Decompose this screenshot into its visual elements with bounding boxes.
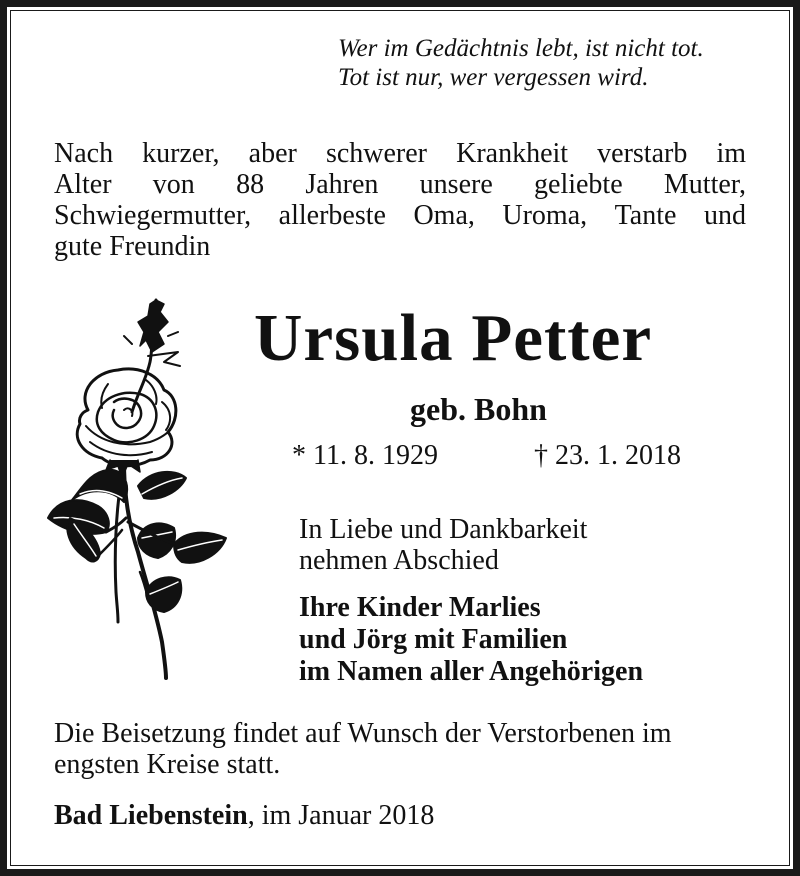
farewell-text	[299, 514, 587, 576]
intro-word: unsere	[419, 169, 493, 200]
intro-line-1	[54, 138, 746, 169]
place-and-date	[54, 800, 434, 832]
mourners-line-2: und Jörg mit Familien	[299, 624, 568, 655]
death-date: † 23. 1. 2018	[534, 440, 681, 471]
rose-icon	[28, 292, 233, 682]
burial-notice	[54, 718, 746, 780]
quote-line-1: Wer im Gedächtnis lebt, ist nicht tot.	[338, 35, 704, 62]
farewell-line-2: nehmen Abschied	[299, 545, 499, 576]
intro-word: aber	[248, 138, 297, 169]
intro-word: Oma,	[413, 200, 475, 231]
intro-word: im	[716, 138, 746, 169]
intro-word: verstarb	[597, 138, 688, 169]
intro-word: und	[703, 200, 746, 231]
memorial-quote	[338, 34, 704, 92]
place-name: Bad Liebenstein	[54, 800, 248, 831]
deceased-name: Ursula Petter	[254, 301, 653, 375]
burial-line-1: Die Beisetzung findet auf Wunsch der Verstorbenen im	[54, 718, 672, 749]
death-announcement-text	[54, 138, 746, 262]
intro-word: geliebte	[534, 169, 623, 200]
intro-word: schwerer	[325, 138, 427, 169]
birth-date: * 11. 8. 1929	[292, 440, 438, 471]
intro-line-2	[54, 169, 746, 200]
mourners-list	[299, 592, 643, 688]
intro-word: Tante	[614, 200, 677, 231]
intro-word: 88	[236, 169, 265, 200]
intro-word: Jahren	[305, 169, 379, 200]
intro-line-3	[54, 200, 746, 231]
date-text: , im Januar 2018	[247, 800, 435, 831]
mourners-line-1: Ihre Kinder Marlies	[299, 592, 541, 623]
burial-line-2: engsten Kreise statt.	[54, 749, 281, 780]
intro-word: von	[152, 169, 195, 200]
intro-word: Mutter,	[663, 169, 746, 200]
intro-word: Nach	[54, 138, 114, 169]
farewell-line-1: In Liebe und Dankbarkeit	[299, 514, 588, 545]
intro-word: allerbeste	[278, 200, 386, 231]
intro-word: Uroma,	[502, 200, 588, 231]
intro-word: kurzer,	[142, 138, 220, 169]
intro-line-4: gute Freundin	[54, 231, 211, 262]
intro-word: Alter	[54, 169, 112, 200]
quote-line-2: Tot ist nur, wer vergessen wird.	[338, 64, 649, 91]
mourners-line-3: im Namen aller Angehörigen	[299, 656, 644, 687]
maiden-name: geb. Bohn	[410, 391, 547, 427]
intro-word: Krankheit	[456, 138, 569, 169]
intro-word: Schwiegermutter,	[54, 200, 252, 231]
